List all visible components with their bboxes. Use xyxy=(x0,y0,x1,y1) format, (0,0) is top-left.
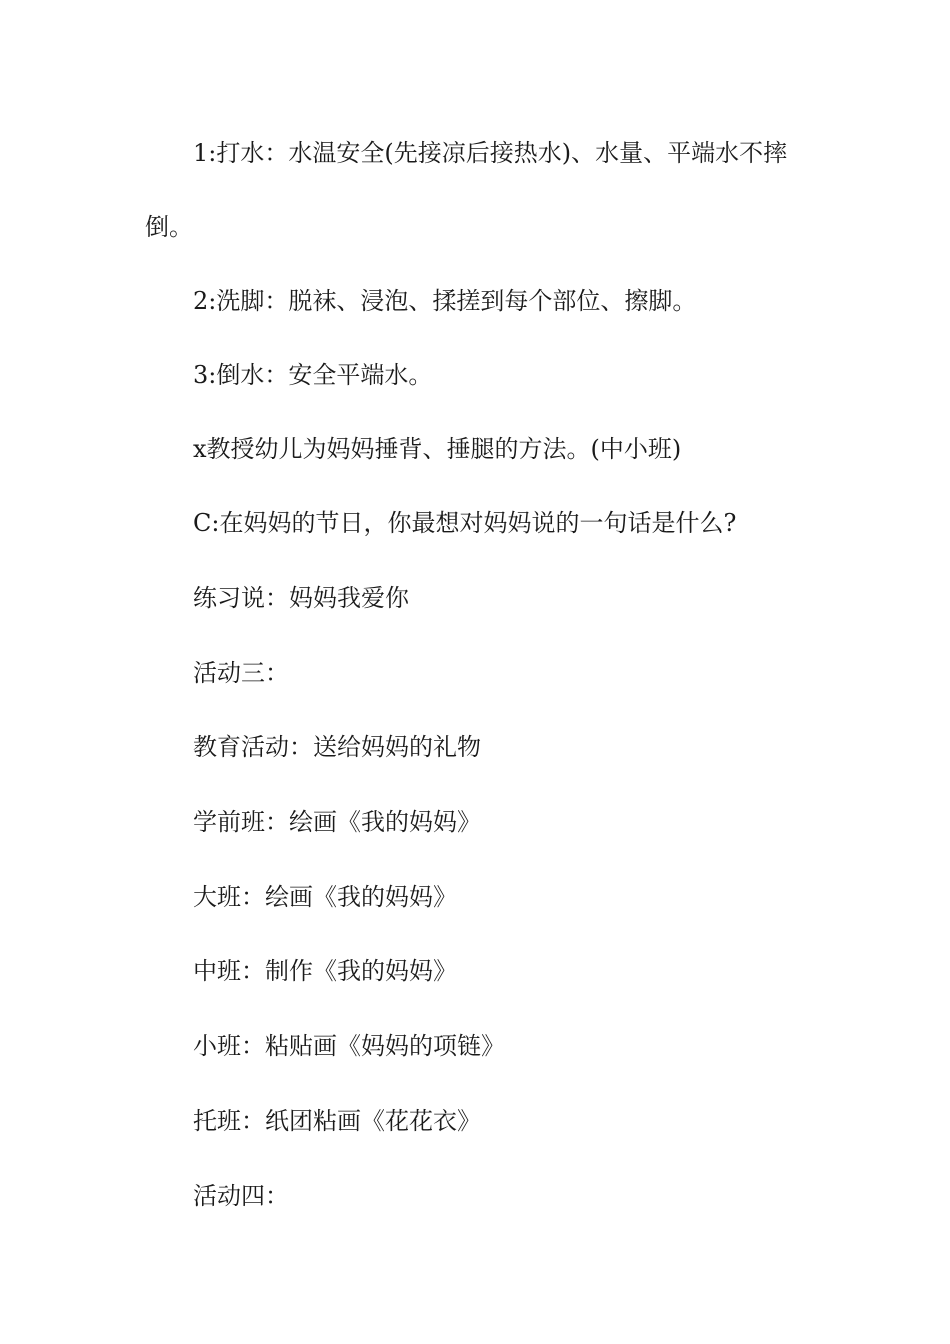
paragraph-senior-class: 大班：绘画《我的妈妈》 xyxy=(193,883,457,911)
paragraph-preschool-class: 学前班：绘画《我的妈妈》 xyxy=(193,808,481,836)
paragraph-pour-water: 3:倒水：安全平端水。 xyxy=(193,361,433,389)
heading-activity-four: 活动四： xyxy=(193,1182,289,1210)
paragraph-practice: 练习说：妈妈我爱你 xyxy=(193,584,409,612)
paragraph-middle-class: 中班：制作《我的妈妈》 xyxy=(193,957,457,985)
paragraph-massage-method: x教授幼儿为妈妈捶背、捶腿的方法。(中小班) xyxy=(193,435,682,463)
heading-activity-three: 活动三： xyxy=(193,659,289,687)
paragraph-nursery-class: 托班：纸团粘画《花花衣》 xyxy=(193,1107,481,1135)
paragraph-wash-feet: 2:洗脚：脱袜、浸泡、揉搓到每个部位、擦脚。 xyxy=(193,287,697,315)
paragraph-education-activity: 教育活动：送给妈妈的礼物 xyxy=(193,733,481,761)
paragraph-junior-class: 小班：粘贴画《妈妈的项链》 xyxy=(193,1032,505,1060)
paragraph-fetch-water: 1:打水：水温安全(先接凉后接热水)、水量、平端水不摔倒。 xyxy=(145,139,788,241)
paragraph-question: C:在妈妈的节日，你最想对妈妈说的一句话是什么? xyxy=(193,509,737,537)
